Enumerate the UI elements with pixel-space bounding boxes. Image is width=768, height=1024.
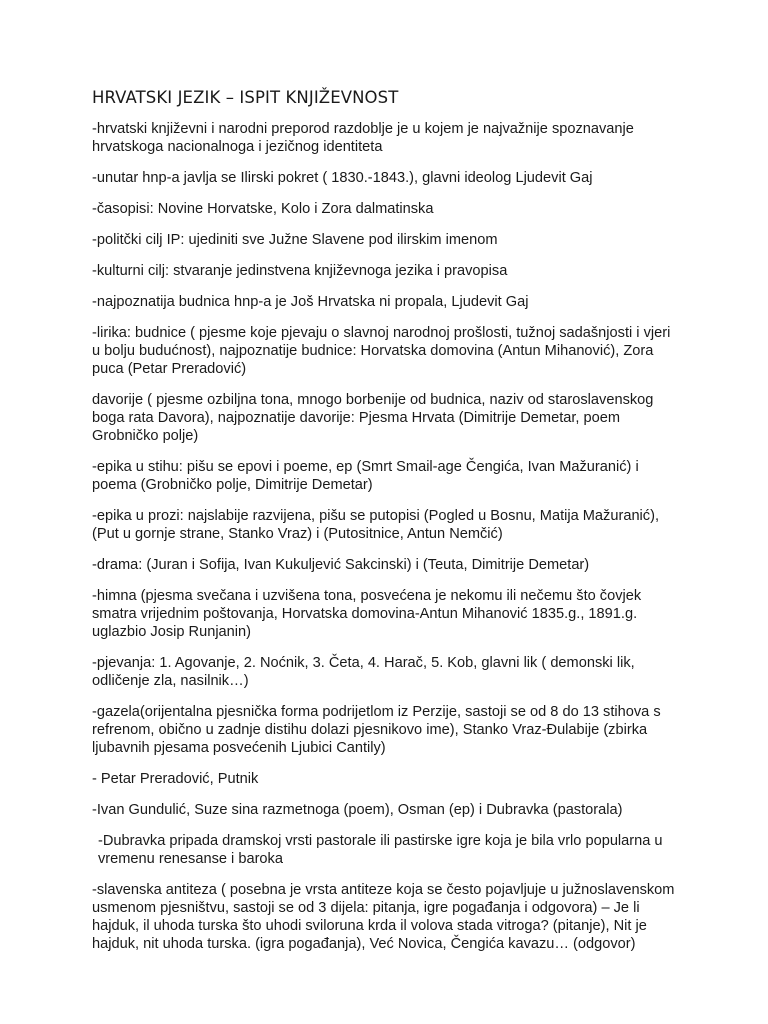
paragraph-slavenska-antiteza: -slavenska antiteza ( posebna je vrsta antiteze koja se često pojavljuje u južnoslavenskom usmenom pjesništvu, sastoji se od 3 dijela: pitanja, igre pogađanja i odgovora) – Je li hajduk, il uhoda turska što uhodi sviloruna krda il volova stada vitroga? (pitanje), Nit je hajduk, nit uhoda turska. (igra pogađanja), Već Novica, Čengića kavazu… (odgovor) <box>92 882 675 952</box>
document-title: HRVATSKI JEZIK – ISPIT KNJIŽEVNOST <box>92 88 399 107</box>
paragraph-politicki-cilj: -politčki cilj IP: ujediniti sve Južne Slavene pod ilirskim imenom <box>92 232 498 248</box>
paragraph-lirika-budnice: -lirika: budnice ( pjesme koje pjevaju o slavnoj narodnoj prošlosti, tužnoj sadašnjosti i vjeri u bolju budućnost), najpoznatije budnice: Horvatska domovina (Antun Mihanović), Zora puca (Petar Preradović) <box>92 325 671 377</box>
paragraph-casopisi: -časopisi: Novine Horvatske, Kolo i Zora dalmatinska <box>92 201 434 217</box>
document-body <box>92 120 677 966</box>
paragraph-drama: -drama: (Juran i Sofija, Ivan Kukuljević Sakcinski) i (Teuta, Dimitrije Demetar) <box>92 557 590 573</box>
paragraph-preporod-definition: -hrvatski književni i narodni preporod razdoblje je u kojem je najvažnije spoznavanje hrvatskoga nacionalnoga i jezičnog identiteta <box>92 121 634 155</box>
paragraph-kulturni-cilj: -kulturni cilj: stvaranje jedinstvena književnoga jezika i pravopisa <box>92 263 508 279</box>
paragraph-pjevanja: -pjevanja: 1. Agovanje, 2. Noćnik, 3. Četa, 4. Harač, 5. Kob, glavni lik ( demonski lik, odličenje zla, nasilnik…) <box>92 655 635 689</box>
paragraph-epika-u-prozi: -epika u prozi: najslabije razvijena, pišu se putopisi (Pogled u Bosnu, Matija Mažuranić), (Put u gornje strane, Stanko Vraz) i (Putositnice, Antun Nemčić) <box>92 508 660 542</box>
paragraph-dubravka: -Dubravka pripada dramskoj vrsti pastorale ili pastirske igre koja je bila vrlo popularna u vremenu renesanse i baroka <box>98 833 663 867</box>
paragraph-epika-u-stihu: -epika u stihu: pišu se epovi i poeme, ep (Smrt Smail-age Čengića, Ivan Mažuranić) i poema (Grobničko polje, Dimitrije Demetar) <box>92 459 639 493</box>
paragraph-ilirski-pokret: -unutar hnp-a javlja se Ilirski pokret ( 1830.-1843.), glavni ideolog Ljudevit Gaj <box>92 170 593 186</box>
paragraph-preradovic-putnik: - Petar Preradović, Putnik <box>92 771 259 787</box>
paragraph-himna: -himna (pjesma svečana i uzvišena tona, posvećena je nekomu ili nečemu što čovjek smatra vrijednim poštovanja, Horvatska domovina-Antun Mihanović 1835.g., 1891.g. uglazbio Josip Runjanin) <box>92 588 642 640</box>
paragraph-gazela: -gazela(orijentalna pjesnička forma podrijetlom iz Perzije, sastoji se od 8 do 13 stihova s refrenom, obično u zadnje distihu dolazi pjesnikovo ime), Stanko Vraz-Đulabije (zbirka ljubavnih pjesama posvećenih Ljubici Cantily) <box>92 704 661 756</box>
paragraph-gundulic: -Ivan Gundulić, Suze sina razmetnoga (poem), Osman (ep) i Dubravka (pastorala) <box>92 802 623 818</box>
paragraph-davorije: davorije ( pjesme ozbiljna tona, mnogo borbenije od budnica, naziv od staroslavenskog boga rata Davora), najpoznatije davorije: Pjesma Hrvata (Dimitrije Demetar, poem Grobničko polje) <box>92 392 654 444</box>
paragraph-najpoznatija-budnica: -najpoznatija budnica hnp-a je Još Hrvatska ni propala, Ljudevit Gaj <box>92 294 529 310</box>
